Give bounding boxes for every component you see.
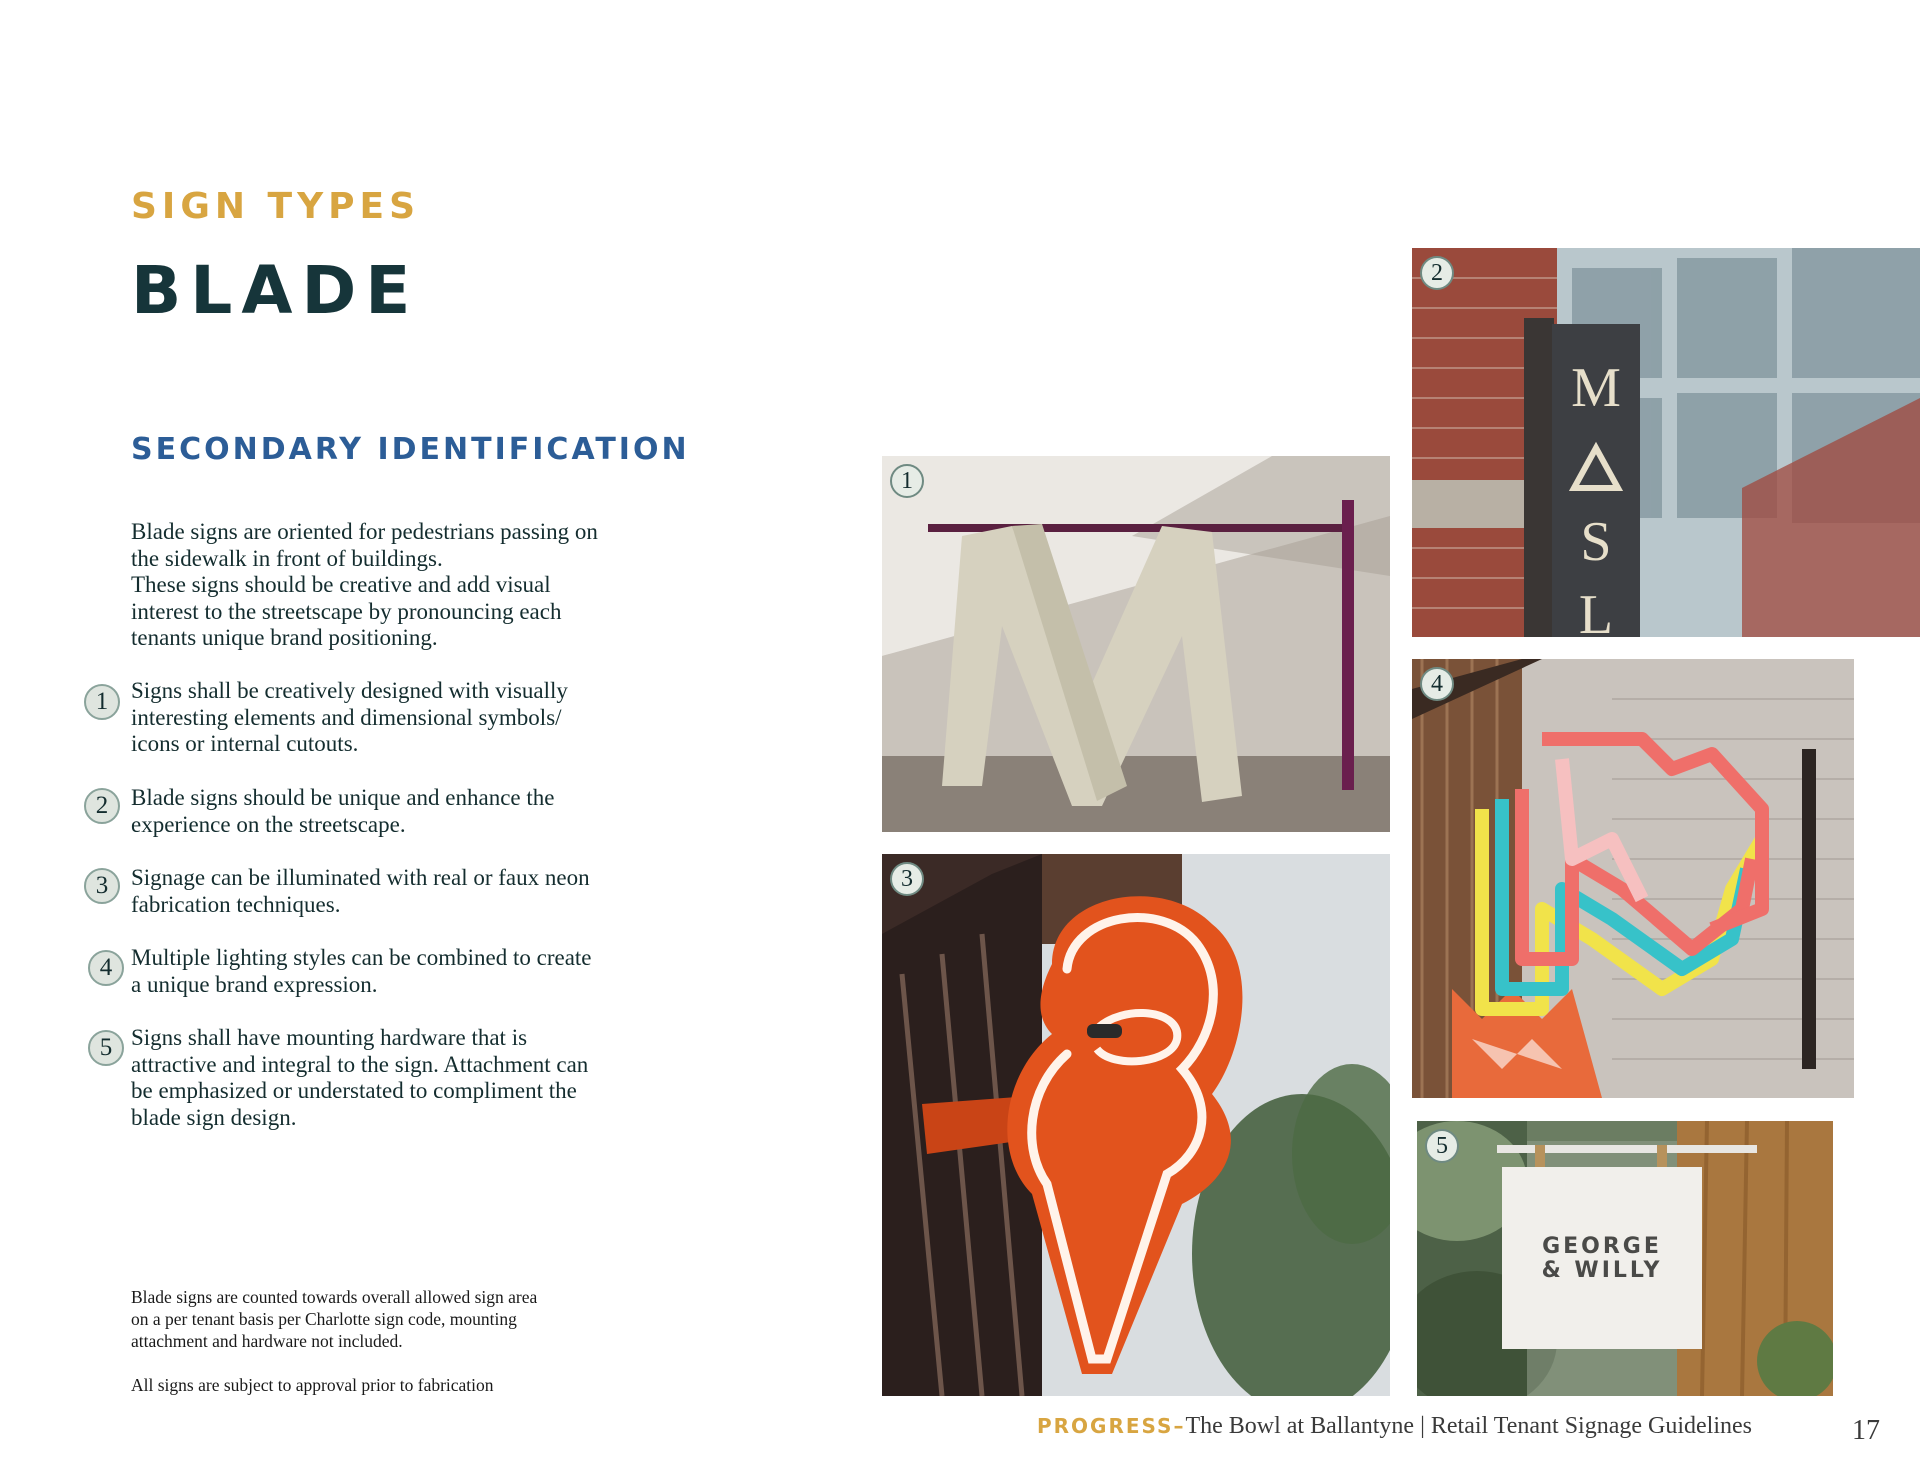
list-item-line: a unique brand expression. — [131, 971, 378, 997]
photo-number-badge: 1 — [890, 464, 924, 498]
item-number-badge: 5 — [88, 1030, 124, 1066]
photo-2-illustration — [1412, 248, 1920, 637]
photo-1-illustration — [882, 456, 1390, 832]
list-item — [131, 1025, 651, 1131]
item-number-badge: 2 — [84, 788, 120, 824]
list-item — [131, 678, 651, 758]
sign-letter: S — [1580, 511, 1612, 573]
list-item-line: fabrication techniques. — [131, 891, 341, 917]
intro-line: These signs should be creative and add visual — [131, 572, 551, 597]
sign-letter: M — [1571, 357, 1621, 419]
intro-line: the sidewalk in front of buildings. — [131, 545, 443, 571]
note-line: attachment and hardware not included. — [131, 1331, 403, 1351]
sign-text-line: GEORGE — [1542, 1234, 1662, 1259]
list-item — [131, 785, 651, 838]
list-item-line: Signs shall have mounting hardware that is — [131, 1025, 528, 1050]
intro-line: tenants unique brand positioning. — [131, 625, 438, 650]
masl-vertical-blade-sign-photo — [1412, 248, 1920, 637]
intro-line: Blade signs are oriented for pedestrians passing on — [131, 519, 598, 544]
item-number-badge: 1 — [84, 684, 120, 720]
page-number: 17 — [1852, 1415, 1880, 1446]
note-line: on a per tenant basis per Charlotte sign code, mounting — [131, 1309, 517, 1329]
item-number-badge: 4 — [88, 950, 124, 986]
photo-number-badge: 5 — [1425, 1129, 1459, 1163]
sign-letter: L — [1578, 584, 1614, 637]
section-eyebrow: SIGN TYPES — [131, 186, 421, 227]
photo-3-illustration — [882, 854, 1390, 1396]
list-item-line: interesting elements and dimensional symbols/ — [131, 704, 562, 730]
george-and-willy-blade-sign-photo — [1417, 1121, 1833, 1396]
photo-number-badge: 4 — [1420, 667, 1454, 701]
photo-number-badge: 2 — [1420, 256, 1454, 290]
photo-4-illustration — [1412, 659, 1854, 1098]
page-title: BLADE — [131, 252, 420, 329]
neon-ice-cream-blade-sign-photo — [882, 854, 1390, 1396]
photo-5-illustration — [1417, 1121, 1833, 1396]
item-number-badge: 3 — [84, 868, 120, 904]
intro-line: interest to the streetscape by pronouncing each — [131, 598, 562, 624]
note-line: Blade signs are counted towards overall allowed sign area — [131, 1287, 538, 1307]
subheading: SECONDARY IDENTIFICATION — [131, 432, 690, 467]
sign-text-line: & WILLY — [1541, 1258, 1663, 1283]
list-item-line: Blade signs should be unique and enhance the — [131, 785, 555, 810]
list-item-line: be emphasized or understated to compliment the — [131, 1078, 577, 1103]
approval-note: All signs are subject to approval prior to fabrication — [131, 1375, 494, 1395]
list-item-line: blade sign design. — [131, 1104, 297, 1130]
footer-text: The Bowl at Ballantyne | Retail Tenant Signage Guidelines — [1185, 1413, 1753, 1439]
list-item-line: Signs shall be creatively designed with visually — [131, 678, 568, 703]
list-item — [131, 945, 651, 998]
m-letter-blade-sign-photo — [882, 456, 1390, 832]
list-item-line: Signage can be illuminated with real or faux neon — [131, 865, 590, 890]
sign-area-note — [131, 1286, 651, 1352]
layered-neon-eagle-sign-photo — [1412, 659, 1854, 1098]
footer-brand: PROGRESS– — [1037, 1414, 1186, 1438]
footer — [1037, 1413, 1752, 1440]
list-item-line: icons or internal cutouts. — [131, 731, 359, 756]
list-item-line: experience on the streetscape. — [131, 811, 406, 837]
list-item-line: Multiple lighting styles can be combined to create — [131, 945, 592, 970]
photo-number-badge: 3 — [890, 862, 924, 896]
intro-paragraph — [131, 519, 651, 652]
list-item-line: attractive and integral to the sign. Attachment can — [131, 1051, 589, 1077]
list-item — [131, 865, 651, 918]
